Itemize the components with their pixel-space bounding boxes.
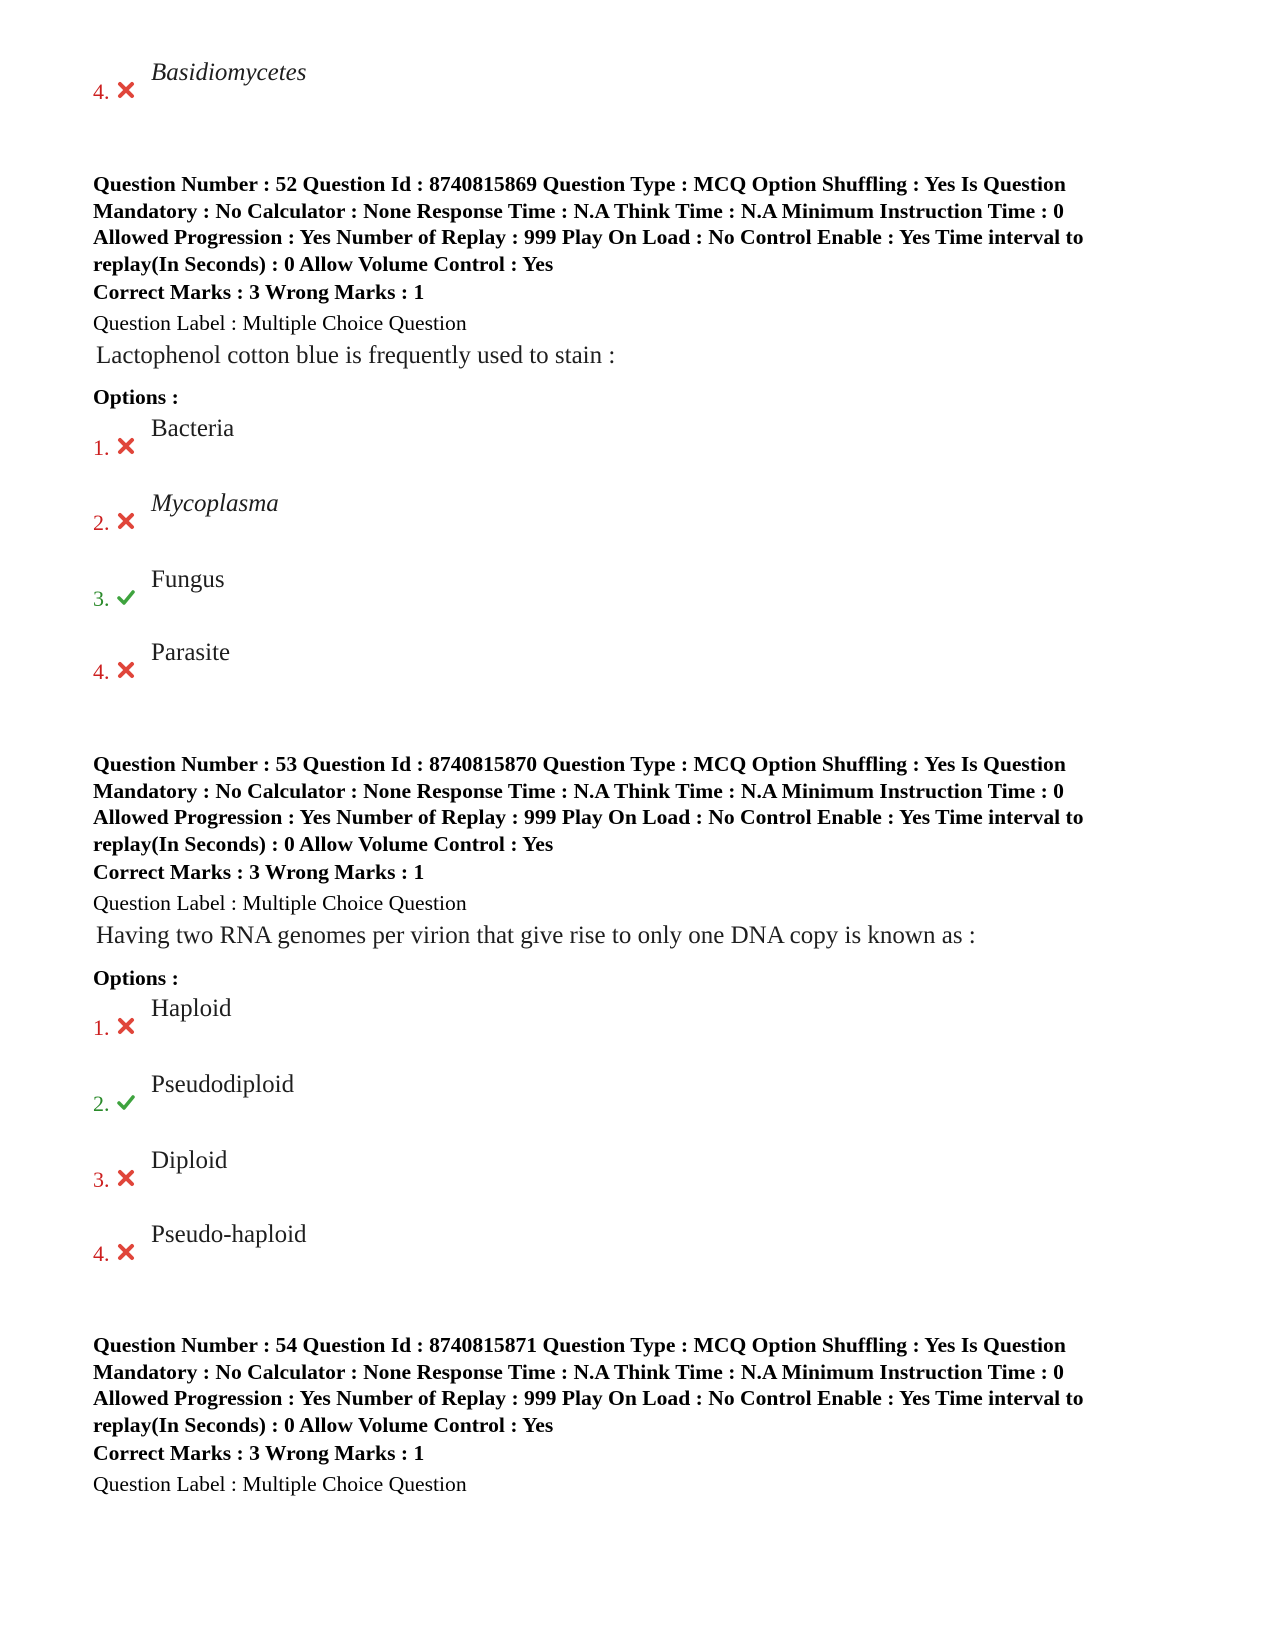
option-row	[93, 1070, 693, 1118]
option-number: 4.	[93, 1241, 110, 1266]
cross-icon	[117, 437, 135, 455]
check-icon	[117, 1093, 135, 1111]
option-text: Fungus	[151, 566, 225, 593]
option-row	[93, 489, 693, 537]
option-text: Mycoplasma	[151, 490, 279, 517]
option-number: 4.	[93, 79, 110, 104]
option-row	[93, 1146, 693, 1194]
option-row	[93, 1220, 693, 1268]
options-heading: Options :	[93, 966, 179, 990]
cross-icon	[117, 1169, 135, 1187]
option-row	[93, 58, 693, 106]
question-marks: Correct Marks : 3 Wrong Marks : 1	[93, 860, 425, 884]
option-number: 2.	[93, 1091, 110, 1116]
option-row	[93, 565, 693, 613]
question-meta: Question Number : 54 Question Id : 8740815871 Question Type : MCQ Option Shuffling : Yes Is Question Mandatory : No Calculator : None Response Time : N.A Think Time : N.A Minimum Instruction Time : 0 Allowed Progression : Yes Number of Replay : 999 Play On Load : No Control Enable : Yes Time interval to replay(In Seconds) : 0 Allow Volume Control : Yes	[93, 1333, 1084, 1437]
option-text: Pseudo-haploid	[151, 1221, 307, 1248]
option-text: Basidiomycetes	[151, 59, 307, 86]
question-marks: Correct Marks : 3 Wrong Marks : 1	[93, 1441, 425, 1465]
question-label: Question Label : Multiple Choice Question	[93, 891, 467, 915]
option-row	[93, 638, 693, 686]
question-text: Having two RNA genomes per virion that give rise to only one DNA copy is known as :	[96, 922, 976, 949]
question-label: Question Label : Multiple Choice Question	[93, 311, 467, 335]
option-text: Parasite	[151, 639, 231, 666]
option-number: 3.	[93, 586, 110, 611]
question-label: Question Label : Multiple Choice Question	[93, 1472, 467, 1496]
option-number: 4.	[93, 659, 110, 684]
option-number: 3.	[93, 1167, 110, 1192]
cross-icon	[117, 1243, 135, 1261]
option-number: 1.	[93, 1015, 110, 1040]
option-row	[93, 994, 693, 1042]
question-meta: Question Number : 52 Question Id : 8740815869 Question Type : MCQ Option Shuffling : Yes Is Question Mandatory : No Calculator : None Response Time : N.A Think Time : N.A Minimum Instruction Time : 0 Allowed Progression : Yes Number of Replay : 999 Play On Load : No Control Enable : Yes Time interval to replay(In Seconds) : 0 Allow Volume Control : Yes	[93, 172, 1084, 276]
option-text: Pseudodiploid	[151, 1071, 295, 1098]
option-number: 2.	[93, 510, 110, 535]
cross-icon	[117, 81, 135, 99]
option-text: Diploid	[151, 1147, 228, 1174]
question-meta: Question Number : 53 Question Id : 8740815870 Question Type : MCQ Option Shuffling : Yes Is Question Mandatory : No Calculator : None Response Time : N.A Think Time : N.A Minimum Instruction Time : 0 Allowed Progression : Yes Number of Replay : 999 Play On Load : No Control Enable : Yes Time interval to replay(In Seconds) : 0 Allow Volume Control : Yes	[93, 752, 1084, 856]
cross-icon	[117, 512, 135, 530]
cross-icon	[117, 1017, 135, 1035]
cross-icon	[117, 661, 135, 679]
option-row	[93, 414, 693, 462]
options-heading: Options :	[93, 385, 179, 409]
option-text: Bacteria	[151, 415, 235, 442]
option-number: 1.	[93, 435, 110, 460]
question-text: Lactophenol cotton blue is frequently used to stain :	[96, 342, 616, 369]
check-icon	[117, 588, 135, 606]
option-text: Haploid	[151, 995, 232, 1022]
question-marks: Correct Marks : 3 Wrong Marks : 1	[93, 280, 425, 304]
